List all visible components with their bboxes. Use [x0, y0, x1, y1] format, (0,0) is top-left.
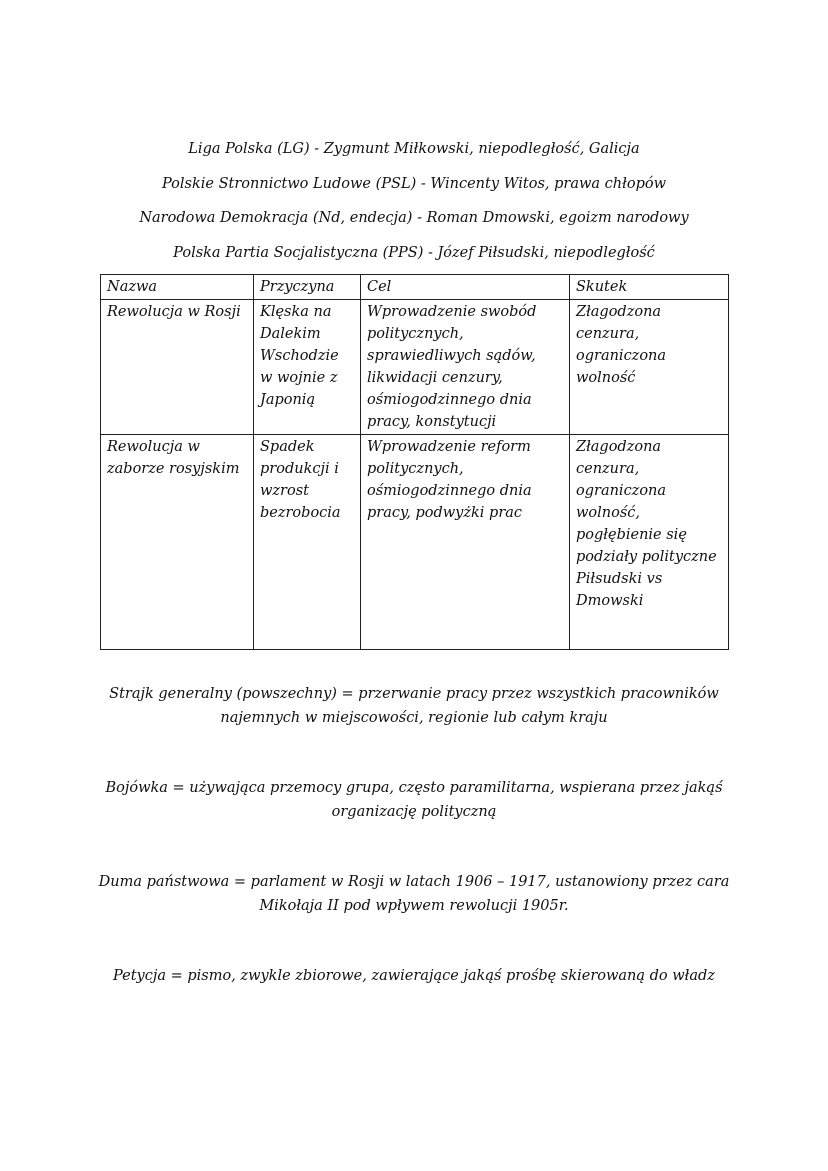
header-cel: Cel: [361, 275, 570, 300]
cell-skutek: Złagodzona cenzura, ograniczona wolność: [570, 300, 729, 435]
cell-przyczyna: Klęska na Dalekim Wschodzie w wojnie z Japonią: [254, 300, 361, 435]
cell-przyczyna: Spadek produkcji i wzrost bezrobocia: [254, 435, 361, 650]
party-pps: Polska Partia Socjalistyczna (PPS) - Józef Piłsudski, niepodległość: [173, 244, 655, 261]
party-liga-polska: Liga Polska (LG) - Zygmunt Miłkowski, niepodległość, Galicja: [188, 141, 640, 157]
cell-nazwa: Rewolucja w Rosji: [101, 300, 254, 435]
cell-cel: Wprowadzenie swobód politycznych, sprawiedliwych sądów, likwidacji cenzury, ośmiogodzinnego dnia pracy, konstytucji: [361, 300, 570, 435]
revolution-table: [100, 274, 729, 650]
party-narodowa-demokracja: Narodowa Demokracja (Nd, endecja) - Roman Dmowski, egoizm narodowy: [139, 210, 689, 226]
party-psl: Polskie Stronnictwo Ludowe (PSL) - Wincenty Witos, prawa chłopów: [162, 175, 666, 192]
definition-bojowka: Bojówka = używająca przemocy grupa, często paramilitarna, wspierana przez jakąś organizację polityczną: [105, 780, 723, 820]
cell-cel: Wprowadzenie reform politycznych, ośmiogodzinnego dnia pracy, podwyżki prac: [361, 435, 570, 650]
definition-list: [80, 682, 748, 1058]
definition-duma-panstwowa: Duma państwowa = parlament w Rosji w latach 1906 – 1917, ustanowiony przez cara Mikołaja II pod wpływem rewolucji 1905r.: [98, 874, 730, 914]
table-header-row: [101, 275, 729, 300]
header-nazwa: Nazwa: [101, 275, 254, 300]
header-skutek: Skutek: [570, 275, 729, 300]
header-przyczyna: Przyczyna: [254, 275, 361, 300]
table-row: [101, 435, 729, 650]
definition-petycja: Petycja = pismo, zwykle zbiorowe, zawierające jakąś prośbę skierowaną do władz: [113, 968, 715, 984]
definition-strajk-generalny: Strajk generalny (powszechny) = przerwanie pracy przez wszystkich pracowników najemnych w miejscowości, regionie lub całym kraju: [109, 686, 719, 726]
table-row: [101, 300, 729, 435]
cell-skutek: Złagodzona cenzura, ograniczona wolność, pogłębienie się podziały polityczne Piłsudski vs Dmowski: [570, 435, 729, 650]
party-list: [0, 132, 828, 270]
cell-nazwa: Rewolucja w zaborze rosyjskim: [101, 435, 254, 650]
